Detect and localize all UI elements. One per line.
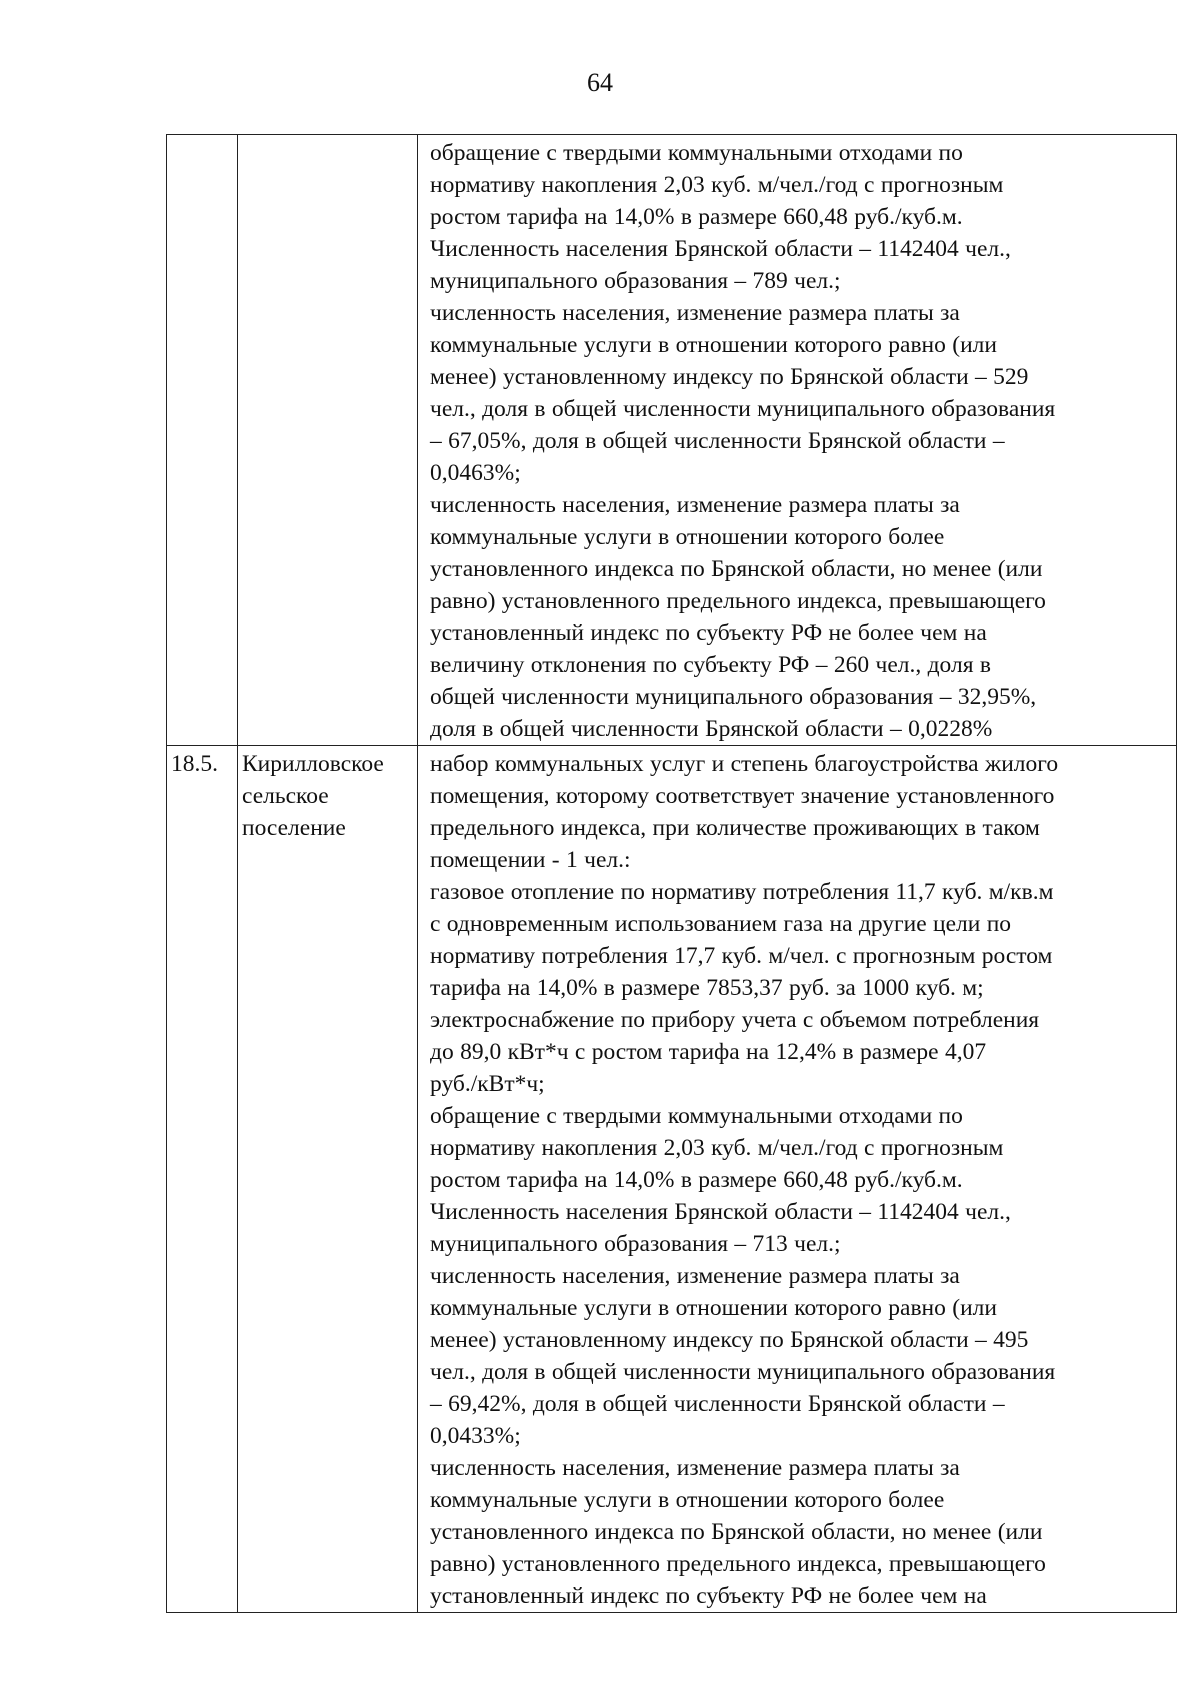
text-line: коммунальные услуги в отношении которого равно (или [430, 1295, 997, 1321]
table-row [167, 746, 1177, 1613]
text-line: – 69,42%, доля в общей численности Брянской области – [430, 1391, 1005, 1417]
text-line: ростом тарифа на 14,0% в размере 660,48 руб./куб.м. [430, 1167, 963, 1193]
text-line: численность населения, изменение размера платы за [430, 300, 960, 326]
text-line: 0,0433%; [430, 1423, 521, 1449]
text-line: общей численности муниципального образования – 32,95%, [430, 684, 1037, 710]
text-line: величину отклонения по субъекту РФ – 260 чел., доля в [430, 652, 992, 678]
description-cell [418, 135, 1177, 746]
text-line: предельного индекса, при количестве проживающих в таком [430, 815, 1040, 841]
text-line: численность населения, изменение размера платы за [430, 1455, 960, 1481]
text-line: – 67,05%, доля в общей численности Брянской области – [430, 428, 1005, 454]
text-line: нормативу потребления 17,7 куб. м/чел. с прогнозным ростом [430, 943, 1053, 969]
description-cell [418, 746, 1177, 1613]
text-line: коммунальные услуги в отношении которого более [430, 1487, 945, 1513]
text-line: коммунальные услуги в отношении которого равно (или [430, 332, 997, 358]
text-line: чел., доля в общей численности муниципального образования [430, 396, 1056, 422]
text-line: газовое отопление по нормативу потребления 11,7 куб. м/кв.м [430, 879, 1054, 905]
text-line: установленный индекс по субъекту РФ не более чем на [430, 1583, 987, 1609]
row-number-cell [167, 135, 238, 746]
page-number: 64 [587, 68, 613, 97]
text-line: численность населения, изменение размера платы за [430, 492, 960, 518]
text-line: установленный индекс по субъекту РФ не более чем на [430, 620, 987, 646]
text-line: помещении - 1 чел.: [430, 847, 631, 873]
municipality-name-line: Кирилловское [242, 751, 384, 777]
text-line: электроснабжение по прибору учета с объемом потребления [430, 1007, 1040, 1033]
municipality-name-cell [238, 746, 418, 1613]
text-line: Численность населения Брянской области – 1142404 чел., [430, 1199, 1011, 1225]
text-line: ростом тарифа на 14,0% в размере 660,48 руб./куб.м. [430, 204, 963, 230]
text-line: нормативу накопления 2,03 куб. м/чел./год с прогнозным [430, 1135, 1004, 1161]
text-line: помещения, которому соответствует значение установленного [430, 783, 1055, 809]
tariff-table [166, 134, 1177, 1613]
text-line: с одновременным использованием газа на другие цели по [430, 911, 1012, 937]
text-line: доля в общей численности Брянской области – 0,0228% [430, 716, 993, 742]
text-line: руб./кВт*ч; [430, 1071, 545, 1097]
text-line: обращение с твердыми коммунальными отходами по [430, 140, 963, 166]
text-line: набор коммунальных услуг и степень благоустройства жилого [430, 751, 1059, 777]
text-line: установленного индекса по Брянской области, но менее (или [430, 1519, 1043, 1545]
text-line: нормативу накопления 2,03 куб. м/чел./год с прогнозным [430, 172, 1004, 198]
text-line: равно) установленного предельного индекса, превышающего [430, 588, 1046, 614]
municipality-name-line: поселение [242, 815, 346, 841]
text-line: муниципального образования – 713 чел.; [430, 1231, 841, 1257]
text-line: численность населения, изменение размера платы за [430, 1263, 960, 1289]
text-line: обращение с твердыми коммунальными отходами по [430, 1103, 963, 1129]
text-line: 0,0463%; [430, 460, 521, 486]
text-line: менее) установленному индексу по Брянской области – 529 [430, 364, 1029, 390]
text-line: Численность населения Брянской области – 1142404 чел., [430, 236, 1011, 262]
table-row [167, 135, 1177, 746]
municipality-name-line: сельское [242, 783, 329, 809]
text-line: чел., доля в общей численности муниципального образования [430, 1359, 1056, 1385]
text-line: до 89,0 кВт*ч с ростом тарифа на 12,4% в размере 4,07 [430, 1039, 987, 1065]
text-line: менее) установленному индексу по Брянской области – 495 [430, 1327, 1029, 1353]
row-number-cell: 18.5. [167, 746, 238, 1613]
text-line: тарифа на 14,0% в размере 7853,37 руб. за 1000 куб. м; [430, 975, 984, 1001]
text-line: муниципального образования – 789 чел.; [430, 268, 841, 294]
municipality-name-cell [238, 135, 418, 746]
text-line: коммунальные услуги в отношении которого более [430, 524, 945, 550]
text-line: установленного индекса по Брянской области, но менее (или [430, 556, 1043, 582]
text-line: равно) установленного предельного индекса, превышающего [430, 1551, 1046, 1577]
